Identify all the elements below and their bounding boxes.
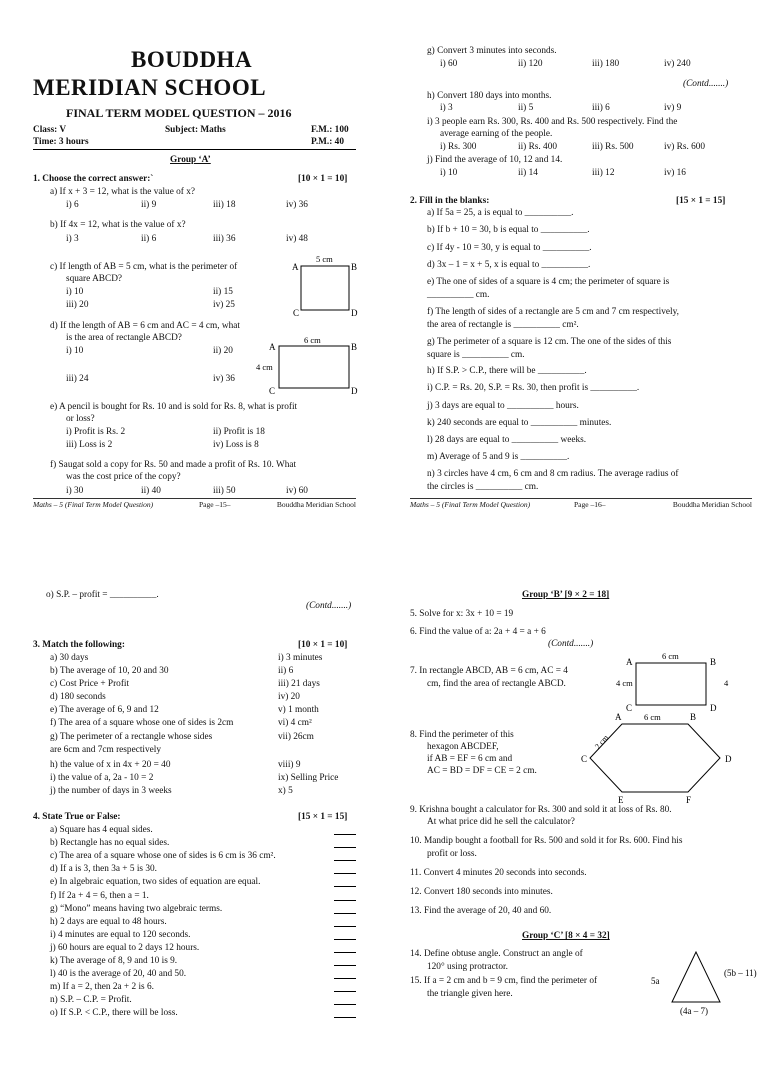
match-left-item: i) the value of a, 2a - 10 = 2 (50, 773, 154, 783)
match-left-item: a) 30 days (50, 653, 89, 663)
q2-item: m) Average of 5 and 9 is __________. (427, 452, 570, 462)
q1b-question: b) If 4x = 12, what is the value of x? (50, 220, 186, 230)
match-right-item: vi) 4 cm² (278, 718, 312, 728)
true-false-item: e) In algebraic equation, two sides of equation are equal. (50, 877, 261, 888)
q1h-option: ii) 5 (518, 103, 534, 113)
q1c-option: i) 10 (66, 287, 84, 297)
hexagon-figure (580, 708, 760, 804)
q1f-option: i) 30 (66, 486, 84, 496)
width-label: 4 (724, 678, 729, 688)
footer-page: Page –15– (199, 500, 231, 509)
right-side-label: (5b – 11) (724, 968, 757, 978)
page-17 (0, 576, 374, 1088)
q1a-option: iv) 36 (286, 200, 308, 210)
vertex-d: D (725, 754, 732, 764)
q1g-option: ii) 120 (518, 59, 543, 69)
q1g-question: g) Convert 3 minutes into seconds. (427, 46, 557, 56)
q8-question: AC = BD = DF = CE = 2 cm. (427, 766, 537, 776)
q1j-question: j) Find the average of 10, 12 and 14. (427, 155, 563, 165)
q10-question: 10. Mandip bought a football for Rs. 500 and sold it for Rs. 600. Find his (410, 836, 683, 846)
q1c-option: iii) 20 (66, 300, 89, 310)
vertex-d: D (351, 386, 358, 396)
q2-item: h) If S.P. > C.P., there will be __________. (427, 366, 587, 376)
vertex-d: D (351, 308, 358, 318)
q8-question: if AB = EF = 6 cm and (427, 754, 513, 764)
q1h-option: iii) 6 (592, 103, 610, 113)
q12-question: 12. Convert 180 seconds into minutes. (410, 887, 553, 897)
match-right-item: i) 3 minutes (278, 653, 323, 663)
answer-blank[interactable] (334, 873, 356, 874)
triangle-figure (646, 948, 762, 1016)
contd-note: (Contd.......) (683, 79, 729, 89)
q1e-option: iii) Loss is 2 (66, 440, 113, 450)
class-label: Class: V (33, 125, 67, 135)
contd-note: (Contd.......) (548, 639, 594, 649)
q5-question: 5. Solve for x: 3x + 10 = 19 (410, 609, 514, 619)
q1f-option: iv) 60 (286, 486, 308, 496)
q1i-option: i) Rs. 300 (440, 142, 477, 152)
match-left-item: are 6cm and 7cm respectively (50, 745, 161, 755)
vertex-a: A (292, 262, 299, 272)
q1c-option: ii) 15 (213, 287, 233, 297)
true-false-item: c) The area of a square whose one of sides is 6 cm is 36 cm². (50, 851, 276, 862)
length-label: 6 cm (662, 651, 679, 661)
q8-question: hexagon ABCDEF, (427, 742, 499, 752)
match-right-item: ii) 6 (278, 666, 294, 676)
q1b-option: iv) 48 (286, 234, 308, 244)
answer-blank[interactable] (334, 913, 356, 914)
true-false-item: i) 4 minutes are equal to 120 seconds. (50, 929, 191, 940)
match-left-item: c) Cost Price + Profit (50, 679, 130, 689)
q1i-question: i) 3 people earn Rs. 300, Rs. 400 and Rs. 500 respectively. Find the (427, 117, 678, 127)
subject-label: Subject: Maths (165, 125, 226, 135)
q2-item: f) The length of sides of a rectangle are 5 cm and 7 cm respectively, (427, 307, 679, 317)
footer-school: Bouddha Meridian School (276, 500, 356, 509)
true-false-item: m) If a = 2, then 2a + 2 is 6. (50, 982, 154, 993)
answer-blank[interactable] (334, 991, 356, 992)
page-15 (0, 0, 374, 512)
match-left-item: d) 180 seconds (50, 692, 106, 702)
q13-question: 13. Find the average of 20, 40 and 60. (410, 906, 552, 916)
vertex-a: A (615, 712, 622, 722)
q2-marks: [15 × 1 = 15] (676, 196, 726, 206)
base-label: (4a – 7) (680, 1006, 708, 1016)
header-divider (33, 149, 356, 150)
true-false-item: l) 40 is the average of 20, 40 and 50. (50, 969, 187, 980)
rectangle-abcd-figure (255, 334, 365, 400)
answer-blank[interactable] (334, 886, 356, 887)
width-label: 4 cm (256, 362, 273, 372)
q2-item: the circles is __________ cm. (427, 482, 539, 492)
q1a-option: i) 6 (66, 200, 79, 210)
q2-item: n) 3 circles have 4 cm, 6 cm and 8 cm radius. The average radius of (427, 469, 679, 479)
left-side-label: 5a (651, 976, 660, 986)
footer (33, 498, 356, 509)
true-false-item: g) “Mono” means having two algebraic terms. (50, 903, 223, 914)
q3-title: 3. Match the following: (33, 640, 125, 650)
q2-item: g) The perimeter of a square is 12 cm. The one of the sides of this (427, 337, 672, 347)
q1j-option: iii) 12 (592, 168, 615, 178)
q1g-option: iii) 180 (592, 59, 620, 69)
footer (410, 498, 752, 509)
length-label: 6 cm (304, 335, 321, 345)
true-false-item: k) The average of 8, 9 and 10 is 9. (50, 956, 178, 966)
match-right-item: iii) 21 days (278, 679, 320, 689)
q2-item: i) C.P. = Rs. 20, S.P. = Rs. 30, then profit is __________. (427, 383, 640, 393)
q2-item: c) If 4y - 10 = 30, y is equal to __________. (427, 243, 592, 253)
q1c-option: iv) 25 (213, 300, 235, 310)
vertex-e: E (618, 795, 624, 805)
q1a-option: iii) 18 (213, 200, 236, 210)
q1h-option: iv) 9 (664, 103, 682, 113)
answer-blank[interactable] (334, 1004, 356, 1005)
true-false-item: j) 60 hours are equal to 2 days 12 hours. (50, 942, 200, 953)
school-name-line1: BOUDDHA (131, 47, 253, 72)
side-length: 5 cm (316, 254, 333, 264)
vertex-b: B (690, 712, 697, 722)
q2-item: e) The one of sides of a square is 4 cm; the perimeter of square is (427, 277, 670, 287)
answer-blank[interactable] (334, 939, 356, 940)
match-left-item: b) The average of 10, 20 and 30 (50, 666, 169, 676)
true-false-item: o) If S.P. < C.P., there will be loss. (50, 1008, 178, 1019)
true-false-item: h) 2 days are equal to 48 hours. (50, 916, 167, 927)
footer-subject: Maths – 5 (Final Term Model Question) (410, 500, 531, 509)
q1e-question: or loss? (66, 414, 95, 424)
match-right-item: ix) Selling Price (278, 773, 339, 783)
q1f-question: was the cost price of the copy? (66, 472, 181, 482)
q14-question: 14. Define obtuse angle. Construct an angle of (410, 949, 583, 959)
q1h-question: h) Convert 180 days into months. (427, 91, 552, 101)
q2-item: a) If 5a = 25, a is equal to __________. (427, 208, 574, 218)
vertex-f: F (686, 795, 692, 805)
q2-item: square is __________ cm. (427, 350, 525, 360)
vertex-b: B (351, 262, 358, 272)
vertex-a: A (626, 657, 633, 667)
q2o-item: o) S.P. – profit = __________. (46, 590, 159, 600)
exam-title: FINAL TERM MODEL QUESTION – 2016 (66, 106, 292, 120)
width-label: 4 cm (616, 678, 633, 688)
q1g-option: iv) 240 (664, 59, 691, 69)
match-left-item: f) The area of a square whose one of sides is 2cm (50, 718, 234, 728)
q1f-question: f) Saugat sold a copy for Rs. 50 and made a profit of Rs. 10. What (50, 460, 297, 470)
answer-blank[interactable] (334, 978, 356, 979)
q6-question: 6. Find the value of a: 2a + 4 = a + 6 (410, 627, 546, 637)
group-c-heading: Group ‘C’ [8 × 4 = 32] (522, 931, 610, 941)
vertex-b: B (710, 657, 717, 667)
time-label: Time: 3 hours (33, 137, 89, 147)
q1d-option: iv) 36 (213, 374, 235, 384)
q15-question: 15. If a = 2 cm and b = 9 cm, find the perimeter of (410, 976, 598, 986)
q2-item: d) 3x – 1 = x + 5, x is equal to __________. (427, 260, 591, 270)
q2-item: __________ cm. (427, 290, 490, 300)
q4-title: 4. State True or False: (33, 812, 121, 822)
q2-item: k) 240 seconds are equal to __________ minutes. (427, 418, 612, 428)
school-name-line2: MERIDIAN SCHOOL (33, 75, 267, 100)
page-16 (394, 0, 768, 512)
true-false-item: a) Square has 4 equal sides. (50, 825, 153, 835)
answer-blank[interactable] (334, 860, 356, 861)
q7-question: 7. In rectangle ABCD, AB = 6 cm, AC = 4 (410, 666, 568, 676)
true-false-item: d) If a is 3, then 3a + 5 is 30. (50, 864, 157, 875)
square-abcd-figure (288, 252, 368, 320)
match-right-item: vii) 26cm (278, 732, 314, 742)
match-left-item: j) the number of days in 3 weeks (50, 786, 172, 796)
top-length: 6 cm (644, 712, 661, 722)
footer-page: Page –16– (574, 500, 606, 509)
q1-title: 1. Choose the correct answer:` (33, 174, 154, 184)
answer-blank[interactable] (334, 1017, 356, 1018)
side-length: 2 cm (593, 733, 611, 751)
q1f-option: ii) 40 (141, 486, 161, 496)
q1j-option: ii) 14 (518, 168, 538, 178)
q7-question: cm, find the area of rectangle ABCD. (427, 679, 566, 689)
q1i-option: iii) Rs. 500 (592, 142, 634, 152)
group-a-heading: Group ‘A’ (170, 155, 211, 165)
answer-blank[interactable] (334, 834, 356, 835)
q10-question: profit or loss. (427, 849, 477, 859)
q1i-question: average earning of the people. (440, 129, 553, 139)
q1a-option: ii) 9 (141, 200, 157, 210)
answer-blank[interactable] (334, 926, 356, 927)
q14-question: 120° using protractor. (427, 962, 508, 972)
answer-blank[interactable] (334, 952, 356, 953)
q9-question: 9. Krishna bought a calculator for Rs. 300 and sold it at loss of Rs. 80. (410, 805, 672, 815)
q1a-question: a) If x + 3 = 12, what is the value of x? (50, 187, 195, 197)
q1j-option: i) 10 (440, 168, 458, 178)
true-false-item: b) Rectangle has no equal sides. (50, 838, 170, 849)
q1e-option: iv) Loss is 8 (213, 440, 259, 450)
q1c-question: square ABCD? (66, 274, 123, 284)
q1b-option: i) 3 (66, 234, 79, 244)
q2-item: l) 28 days are equal to __________ weeks. (427, 435, 587, 445)
q1g-option: i) 60 (440, 59, 458, 69)
answer-blank[interactable] (334, 847, 356, 848)
q1b-option: iii) 36 (213, 234, 236, 244)
vertex-c: C (293, 308, 300, 318)
vertex-c: C (269, 386, 276, 396)
true-false-item: f) If 2a + 4 = 6, then a = 1. (50, 890, 149, 901)
q1d-question: d) If the length of AB = 6 cm and AC = 4 cm, what (50, 321, 240, 331)
q3-marks: [10 × 1 = 10] (298, 640, 348, 650)
q1h-option: i) 3 (440, 103, 453, 113)
vertex-c: C (581, 754, 588, 764)
footer-subject: Maths – 5 (Final Term Model Question) (33, 500, 154, 509)
contd-note: (Contd.......) (306, 601, 352, 611)
page-18 (394, 576, 768, 1088)
q11-question: 11. Convert 4 minutes 20 seconds into seconds. (410, 868, 587, 878)
q1f-option: iii) 50 (213, 486, 236, 496)
true-false-item: n) S.P. – C.P. = Profit. (50, 995, 132, 1006)
q2-item: the area of rectangle is __________ cm². (427, 320, 579, 330)
q2-item: j) 3 days are equal to __________ hours. (427, 401, 579, 411)
match-right-item: x) 5 (278, 786, 293, 796)
q1b-option: ii) 6 (141, 234, 157, 244)
q1d-question: is the area of rectangle ABCD? (66, 333, 182, 343)
full-marks: F.M.: 100 (311, 125, 349, 135)
vertex-d: D (710, 703, 717, 713)
q9-question: At what price did he sell the calculator? (427, 817, 575, 827)
answer-blank[interactable] (334, 965, 356, 966)
footer-school: Bouddha Meridian School (672, 500, 752, 509)
match-left-item: e) The average of 6, 9 and 12 (50, 705, 159, 715)
q2-title: 2. Fill in the blanks: (410, 196, 490, 206)
q1e-option: ii) Profit is 18 (213, 427, 265, 437)
q1e-question: e) A pencil is bought for Rs. 10 and is sold for Rs. 8, what is profit (50, 402, 298, 412)
q1-marks: [10 × 1 = 10] (298, 174, 348, 184)
q4-marks: [15 × 1 = 15] (298, 812, 348, 822)
match-right-item: v) 1 month (278, 705, 319, 715)
q1d-option: iii) 24 (66, 374, 89, 384)
q15-question: the triangle given here. (427, 989, 513, 999)
match-left-item: g) The perimeter of a rectangle whose sides (50, 732, 213, 742)
match-left-item: h) the value of x in 4x + 20 = 40 (50, 760, 171, 770)
pass-marks: P.M.: 40 (311, 137, 344, 147)
vertex-c: C (626, 703, 633, 713)
vertex-b: B (351, 342, 358, 352)
group-b-heading: Group ‘B’ [9 × 2 = 18] (522, 590, 610, 600)
vertex-a: A (269, 342, 276, 352)
answer-blank[interactable] (334, 900, 356, 901)
match-right-item: iv) 20 (278, 692, 300, 702)
match-right-item: viii) 9 (278, 760, 301, 770)
q1d-option: i) 10 (66, 346, 84, 356)
q2-item: b) If b + 10 = 30, b is equal to __________. (427, 225, 590, 235)
q1c-question: c) If length of AB = 5 cm, what is the perimeter of (50, 262, 238, 272)
q1j-option: iv) 16 (664, 168, 686, 178)
q1i-option: iv) Rs. 600 (664, 142, 706, 152)
q1e-option: i) Profit is Rs. 2 (66, 427, 126, 437)
q1i-option: ii) Rs. 400 (518, 142, 557, 152)
q7-rectangle-figure (618, 649, 758, 715)
q1d-option: ii) 20 (213, 346, 233, 356)
q8-question: 8. Find the perimeter of this (410, 730, 514, 740)
